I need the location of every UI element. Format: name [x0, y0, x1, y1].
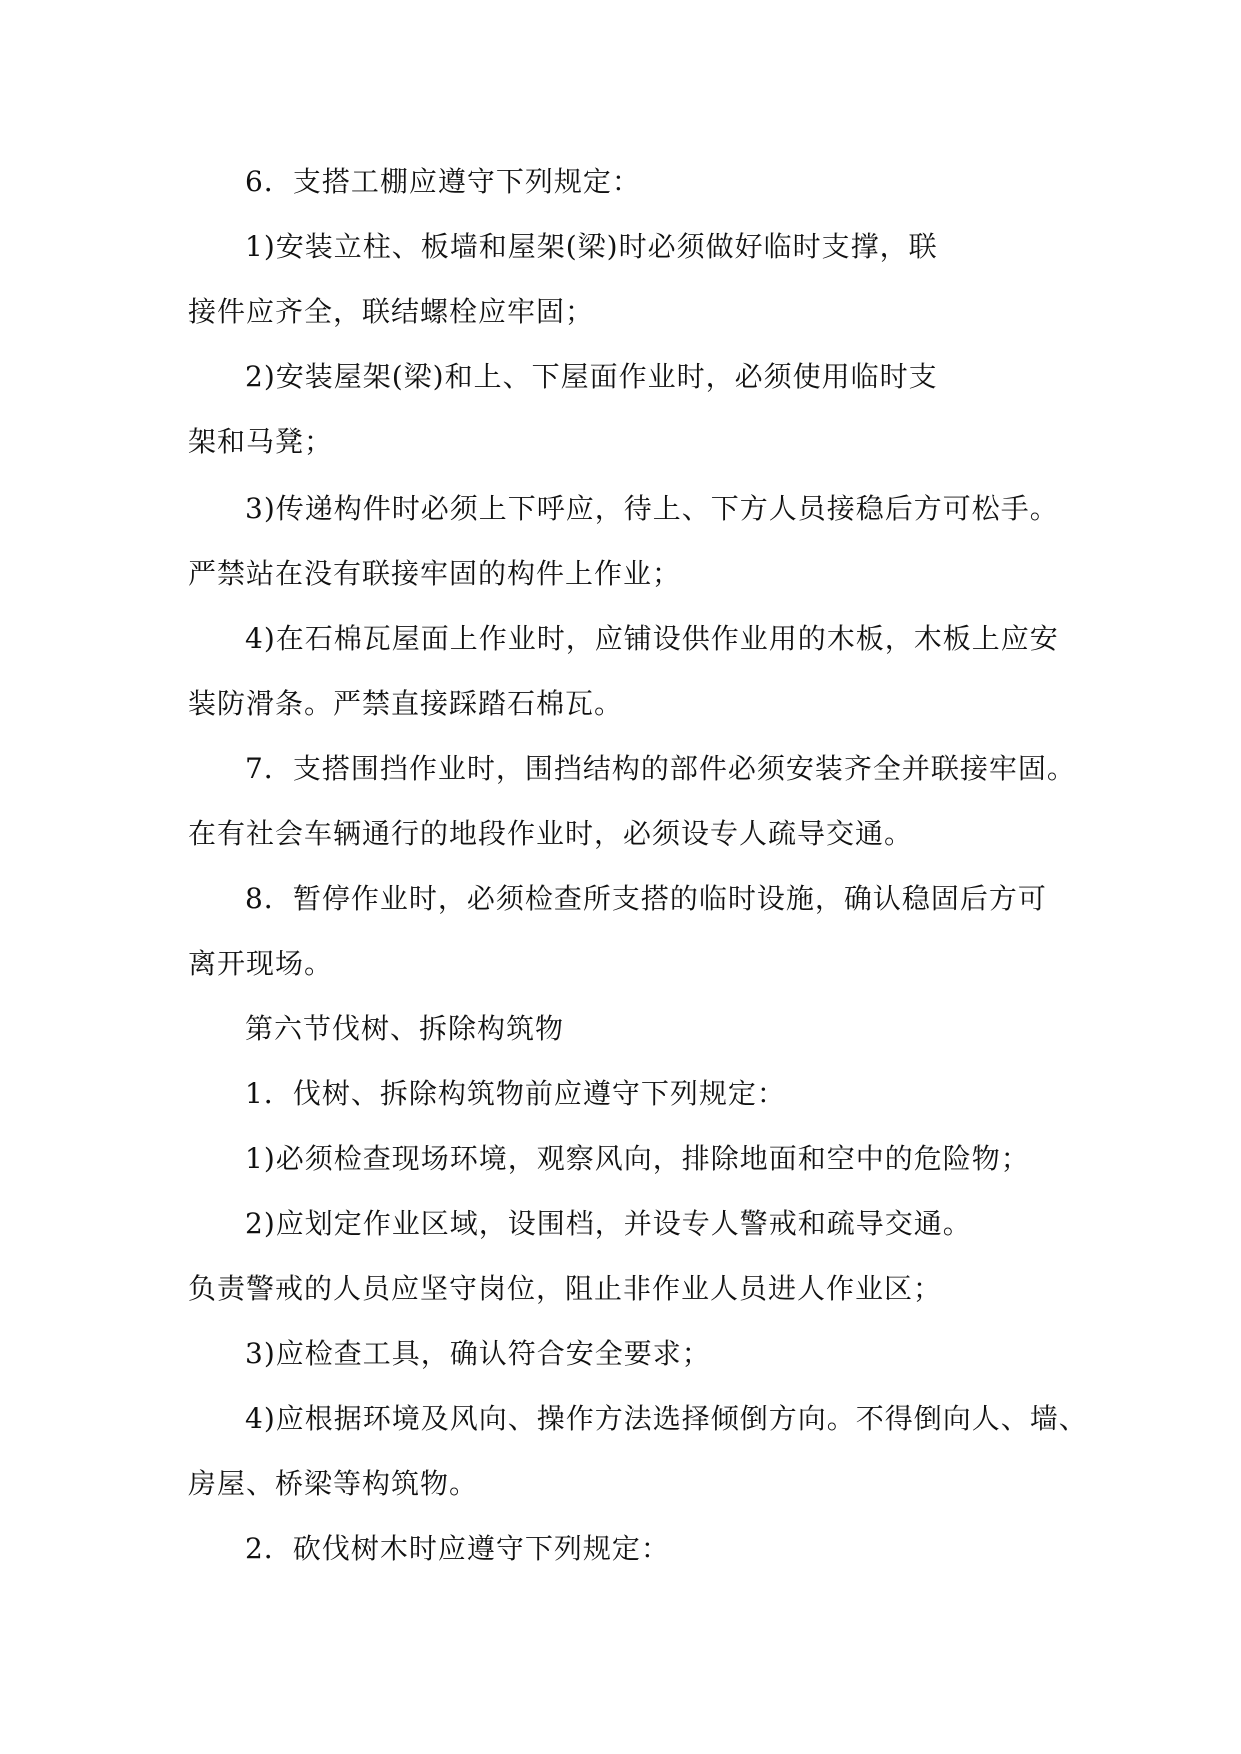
paragraph-line: 1)安装立柱、板墙和屋架(梁)时必须做好临时支撑，联	[245, 230, 938, 263]
paragraph-line: 架和马凳；	[188, 425, 334, 458]
paragraph-line: 2)安装屋架(梁)和上、下屋面作业时，必须使用临时支	[245, 360, 938, 393]
paragraph-line: 8．暂停作业时，必须检查所支搭的临时设施，确认稳固后方可	[245, 882, 1047, 915]
paragraph-line: 1)必须检查现场环境，观察风向，排除地面和空中的危险物；	[245, 1142, 1030, 1175]
paragraph-line: 严禁站在没有联接牢固的构件上作业；	[188, 557, 682, 590]
paragraph-line: 在有社会车辆通行的地段作业时，必须设专人疏导交通。	[188, 817, 914, 850]
paragraph-line: 4)应根据环境及风向、操作方法选择倾倒方向。不得倒向人、墙、	[245, 1402, 1088, 1435]
paragraph-line: 负责警戒的人员应坚守岗位，阻止非作业人员进人作业区；	[188, 1272, 943, 1305]
paragraph-line: 离开现场。	[188, 947, 334, 980]
paragraph-line: 6．支搭工棚应遵守下列规定：	[245, 165, 641, 198]
paragraph-line: 4)在石棉瓦屋面上作业时，应铺设供作业用的木板，木板上应安	[245, 622, 1059, 655]
paragraph-line: 接件应齐全，联结螺栓应牢固；	[188, 295, 595, 328]
section-heading: 第六节伐树、拆除构筑物	[245, 1012, 565, 1045]
paragraph-line: 1．伐树、拆除构筑物前应遵守下列规定：	[245, 1077, 786, 1110]
paragraph-line: 3)传递构件时必须上下呼应，待上、下方人员接稳后方可松手。	[245, 492, 1059, 525]
paragraph-line: 3)应检查工具，确认符合安全要求；	[245, 1337, 711, 1370]
paragraph-line: 房屋、桥梁等构筑物。	[188, 1467, 479, 1500]
paragraph-line: 2)应划定作业区域，设围档，并设专人警戒和疏导交通。	[245, 1207, 972, 1240]
paragraph-line: 2．砍伐树木时应遵守下列规定：	[245, 1532, 670, 1565]
paragraph-line: 7．支搭围挡作业时，围挡结构的部件必须安装齐全并联接牢固。	[245, 752, 1076, 785]
paragraph-line: 装防滑条。严禁直接踩踏石棉瓦。	[188, 687, 624, 720]
